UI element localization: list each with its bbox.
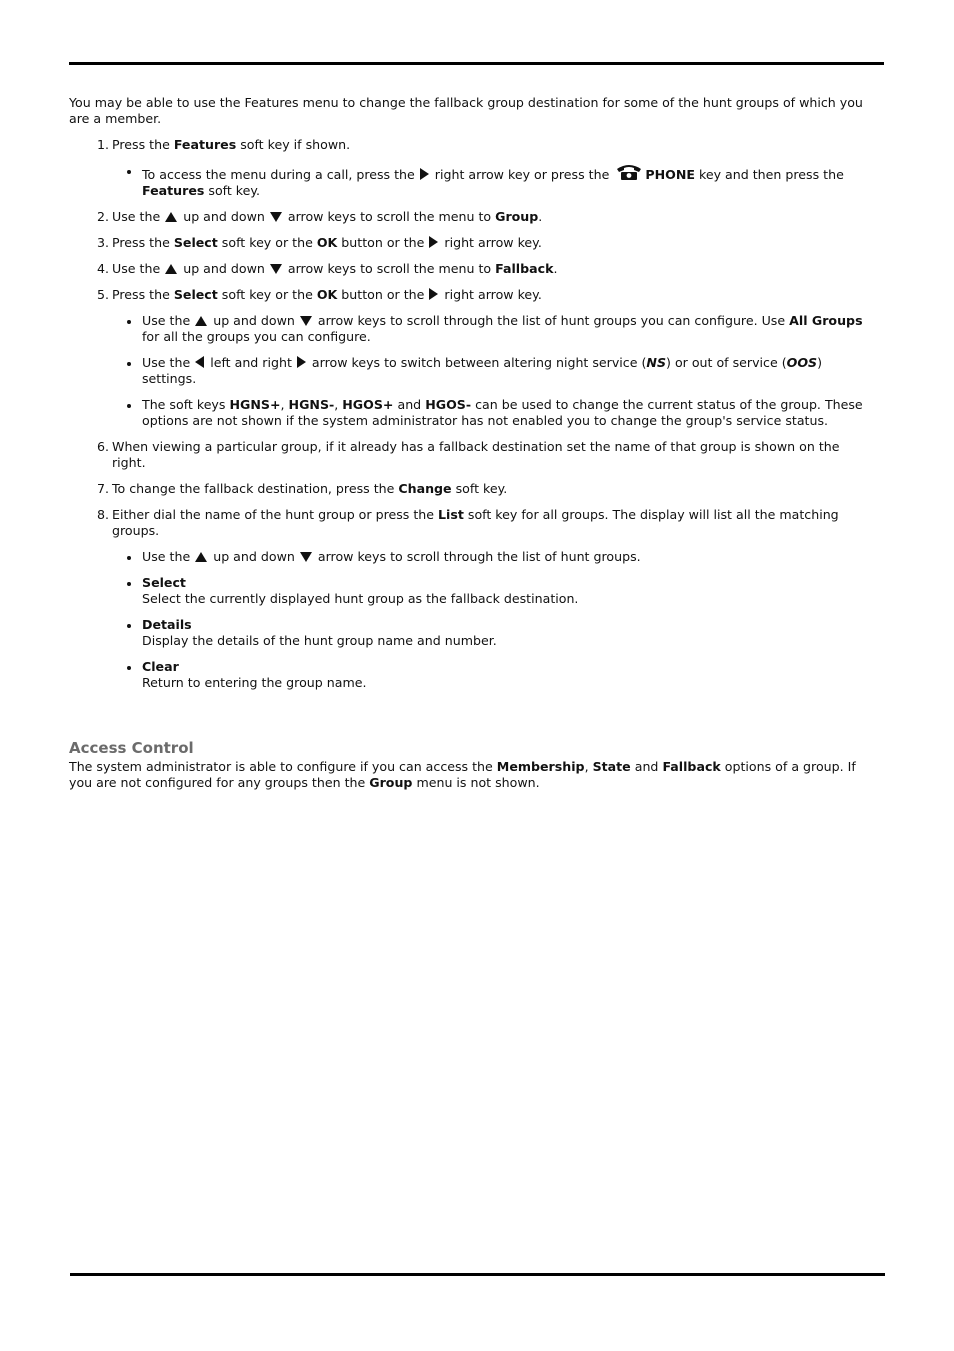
step-5-sublist [112, 313, 869, 429]
step-1-bullet: To access the menu during a call, press the right arrow key or press the PHONE key and then press the Features soft key. [112, 163, 869, 199]
access-control-paragraph: The system administrator is able to configure if you can access the Membership, State and Fallback options of a group. If you are not configured for any groups then the Group menu is not shown. [69, 759, 856, 790]
intro-paragraph: You may be able to use the Features menu to change the fallback group destination for some of the hunt groups of which you are a member. [69, 95, 863, 126]
step-8-bullet-clear [112, 659, 869, 691]
step-number: 2. [97, 209, 110, 224]
step-5-bullet-1: Use the up and down arrow keys to scroll through the list of hunt groups you can configure. Use All Groups for all the groups you can configure. [112, 313, 869, 345]
step-number: 1. [97, 137, 110, 152]
step-6: 6. When viewing a particular group, if it already has a fallback destination set the name of that group is shown on the right. [97, 439, 840, 470]
step-8-bullet-details [112, 617, 869, 649]
step-5-bullet-2: Use the left and right arrow keys to switch between altering night service (NS) or out of service (OOS) settings. [112, 355, 869, 387]
option-description: Select the currently displayed hunt group as the fallback destination. [142, 591, 579, 606]
steps-list [69, 137, 869, 691]
up-arrow-icon [165, 264, 177, 274]
step-4: 4. Use the up and down arrow keys to scroll the menu to Fallback. [97, 261, 558, 276]
step-1-sublist [112, 163, 869, 199]
up-arrow-icon [195, 552, 207, 562]
step-5-bullet-3: The soft keys HGNS+, HGNS-, HGOS+ and HGOS- can be used to change the current status of the group. These options are not shown if the system administrator has not enabled you to change the group's service status. [112, 397, 869, 429]
step-number: 4. [97, 261, 110, 276]
option-title: Select [142, 575, 186, 590]
down-arrow-icon [300, 316, 312, 326]
step-8-bullet-select [112, 575, 869, 607]
down-arrow-icon [300, 552, 312, 562]
phone-icon [615, 163, 643, 181]
step-number: 5. [97, 287, 110, 302]
step-8-bullet-1: Use the up and down arrow keys to scroll through the list of hunt groups. [112, 549, 869, 565]
right-arrow-icon [429, 236, 438, 248]
footer-rule [70, 1273, 885, 1276]
right-arrow-icon [429, 288, 438, 300]
step-number: 7. [97, 481, 110, 496]
step-8: 8. Either dial the name of the hunt group or press the List soft key for all groups. The display will list all the matching groups. Use the up and down arrow keys to scroll through the list of hunt groups. Select Select the currently displayed hunt group as the fallback destination. Details Display the details of the hunt group name and number. Clear Return to entering the group name. [69, 507, 869, 691]
step-3: 3. Press the Select soft key or the OK button or the right arrow key. [97, 235, 542, 250]
step-number: 3. [97, 235, 110, 250]
right-arrow-icon [420, 168, 429, 180]
option-title: Clear [142, 659, 179, 674]
section-heading-access-control: Access Control [69, 739, 194, 757]
option-description: Return to entering the group name. [142, 675, 367, 690]
step-8-sublist [112, 549, 869, 691]
step-number: 8. [97, 507, 110, 522]
step-number: 6. [97, 439, 110, 454]
up-arrow-icon [165, 212, 177, 222]
left-arrow-icon [195, 356, 204, 368]
right-arrow-icon [297, 356, 306, 368]
down-arrow-icon [270, 264, 282, 274]
option-title: Details [142, 617, 192, 632]
down-arrow-icon [270, 212, 282, 222]
option-description: Display the details of the hunt group name and number. [142, 633, 497, 648]
header-rule [69, 62, 884, 65]
step-1: 1. Press the Features soft key if shown. To access the menu during a call, press the right arrow key or press the PHONE key and then press the Features soft key. [69, 137, 869, 199]
step-5: 5. Press the Select soft key or the OK button or the right arrow key. Use the up and down arrow keys to scroll through the list of hunt groups you can configure. Use All Groups for all the groups you can configure. Use the left and right arrow keys to switch between altering night service (NS) or out of service (OOS) settings. The soft keys HGNS+, HGNS-, HGOS+ and HGOS- can be used to change the current status of the group. These options are not shown if the system administrator has not enabled you to change the group's service status. [69, 287, 869, 429]
document-body [69, 95, 869, 791]
step-2: 2. Use the up and down arrow keys to scroll the menu to Group. [97, 209, 543, 224]
step-7: 7. To change the fallback destination, press the Change soft key. [97, 481, 508, 496]
up-arrow-icon [195, 316, 207, 326]
